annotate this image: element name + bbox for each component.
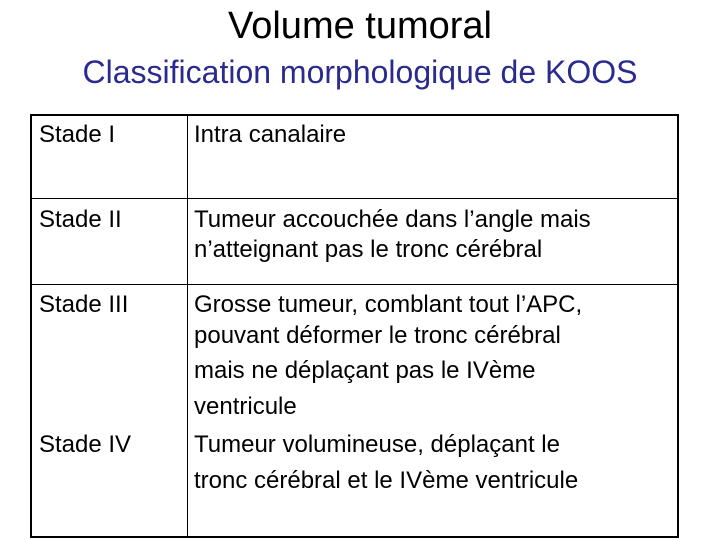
- column-divider: [187, 116, 188, 536]
- stage-description-3-line-2: pouvant déformer le tronc cérébral: [194, 322, 561, 349]
- stage-description-2-line-1: Tumeur accouchée dans l’angle mais: [194, 206, 591, 233]
- stage-label-1: Stade I: [39, 121, 116, 148]
- stage-description-2-line-2: n’atteignant pas le tronc cérébral: [194, 236, 543, 263]
- stage-description-4-line-2: tronc cérébral et le IVème ventricule: [194, 467, 579, 494]
- stage-description-3-line-1: Grosse tumeur, comblant tout l’APC,: [194, 291, 583, 318]
- row-divider: [32, 284, 677, 285]
- stage-label-4: Stade IV: [39, 431, 132, 458]
- stage-description-3-line-3: mais ne déplaçant pas le IVème: [194, 357, 536, 384]
- stage-description-3-line-4: ventricule: [194, 393, 297, 420]
- stage-description-4-line-1: Tumeur volumineuse, déplaçant le: [194, 431, 560, 458]
- stage-description-1-line-1: Intra canalaire: [194, 121, 347, 148]
- slide-title: Volume tumoral: [227, 5, 492, 47]
- row-divider: [32, 198, 677, 199]
- slide-subtitle: Classification morphologique de KOOS: [82, 54, 638, 90]
- stage-label-2: Stade II: [39, 206, 122, 233]
- koos-classification-table: [30, 114, 679, 538]
- stage-label-3: Stade III: [39, 291, 129, 318]
